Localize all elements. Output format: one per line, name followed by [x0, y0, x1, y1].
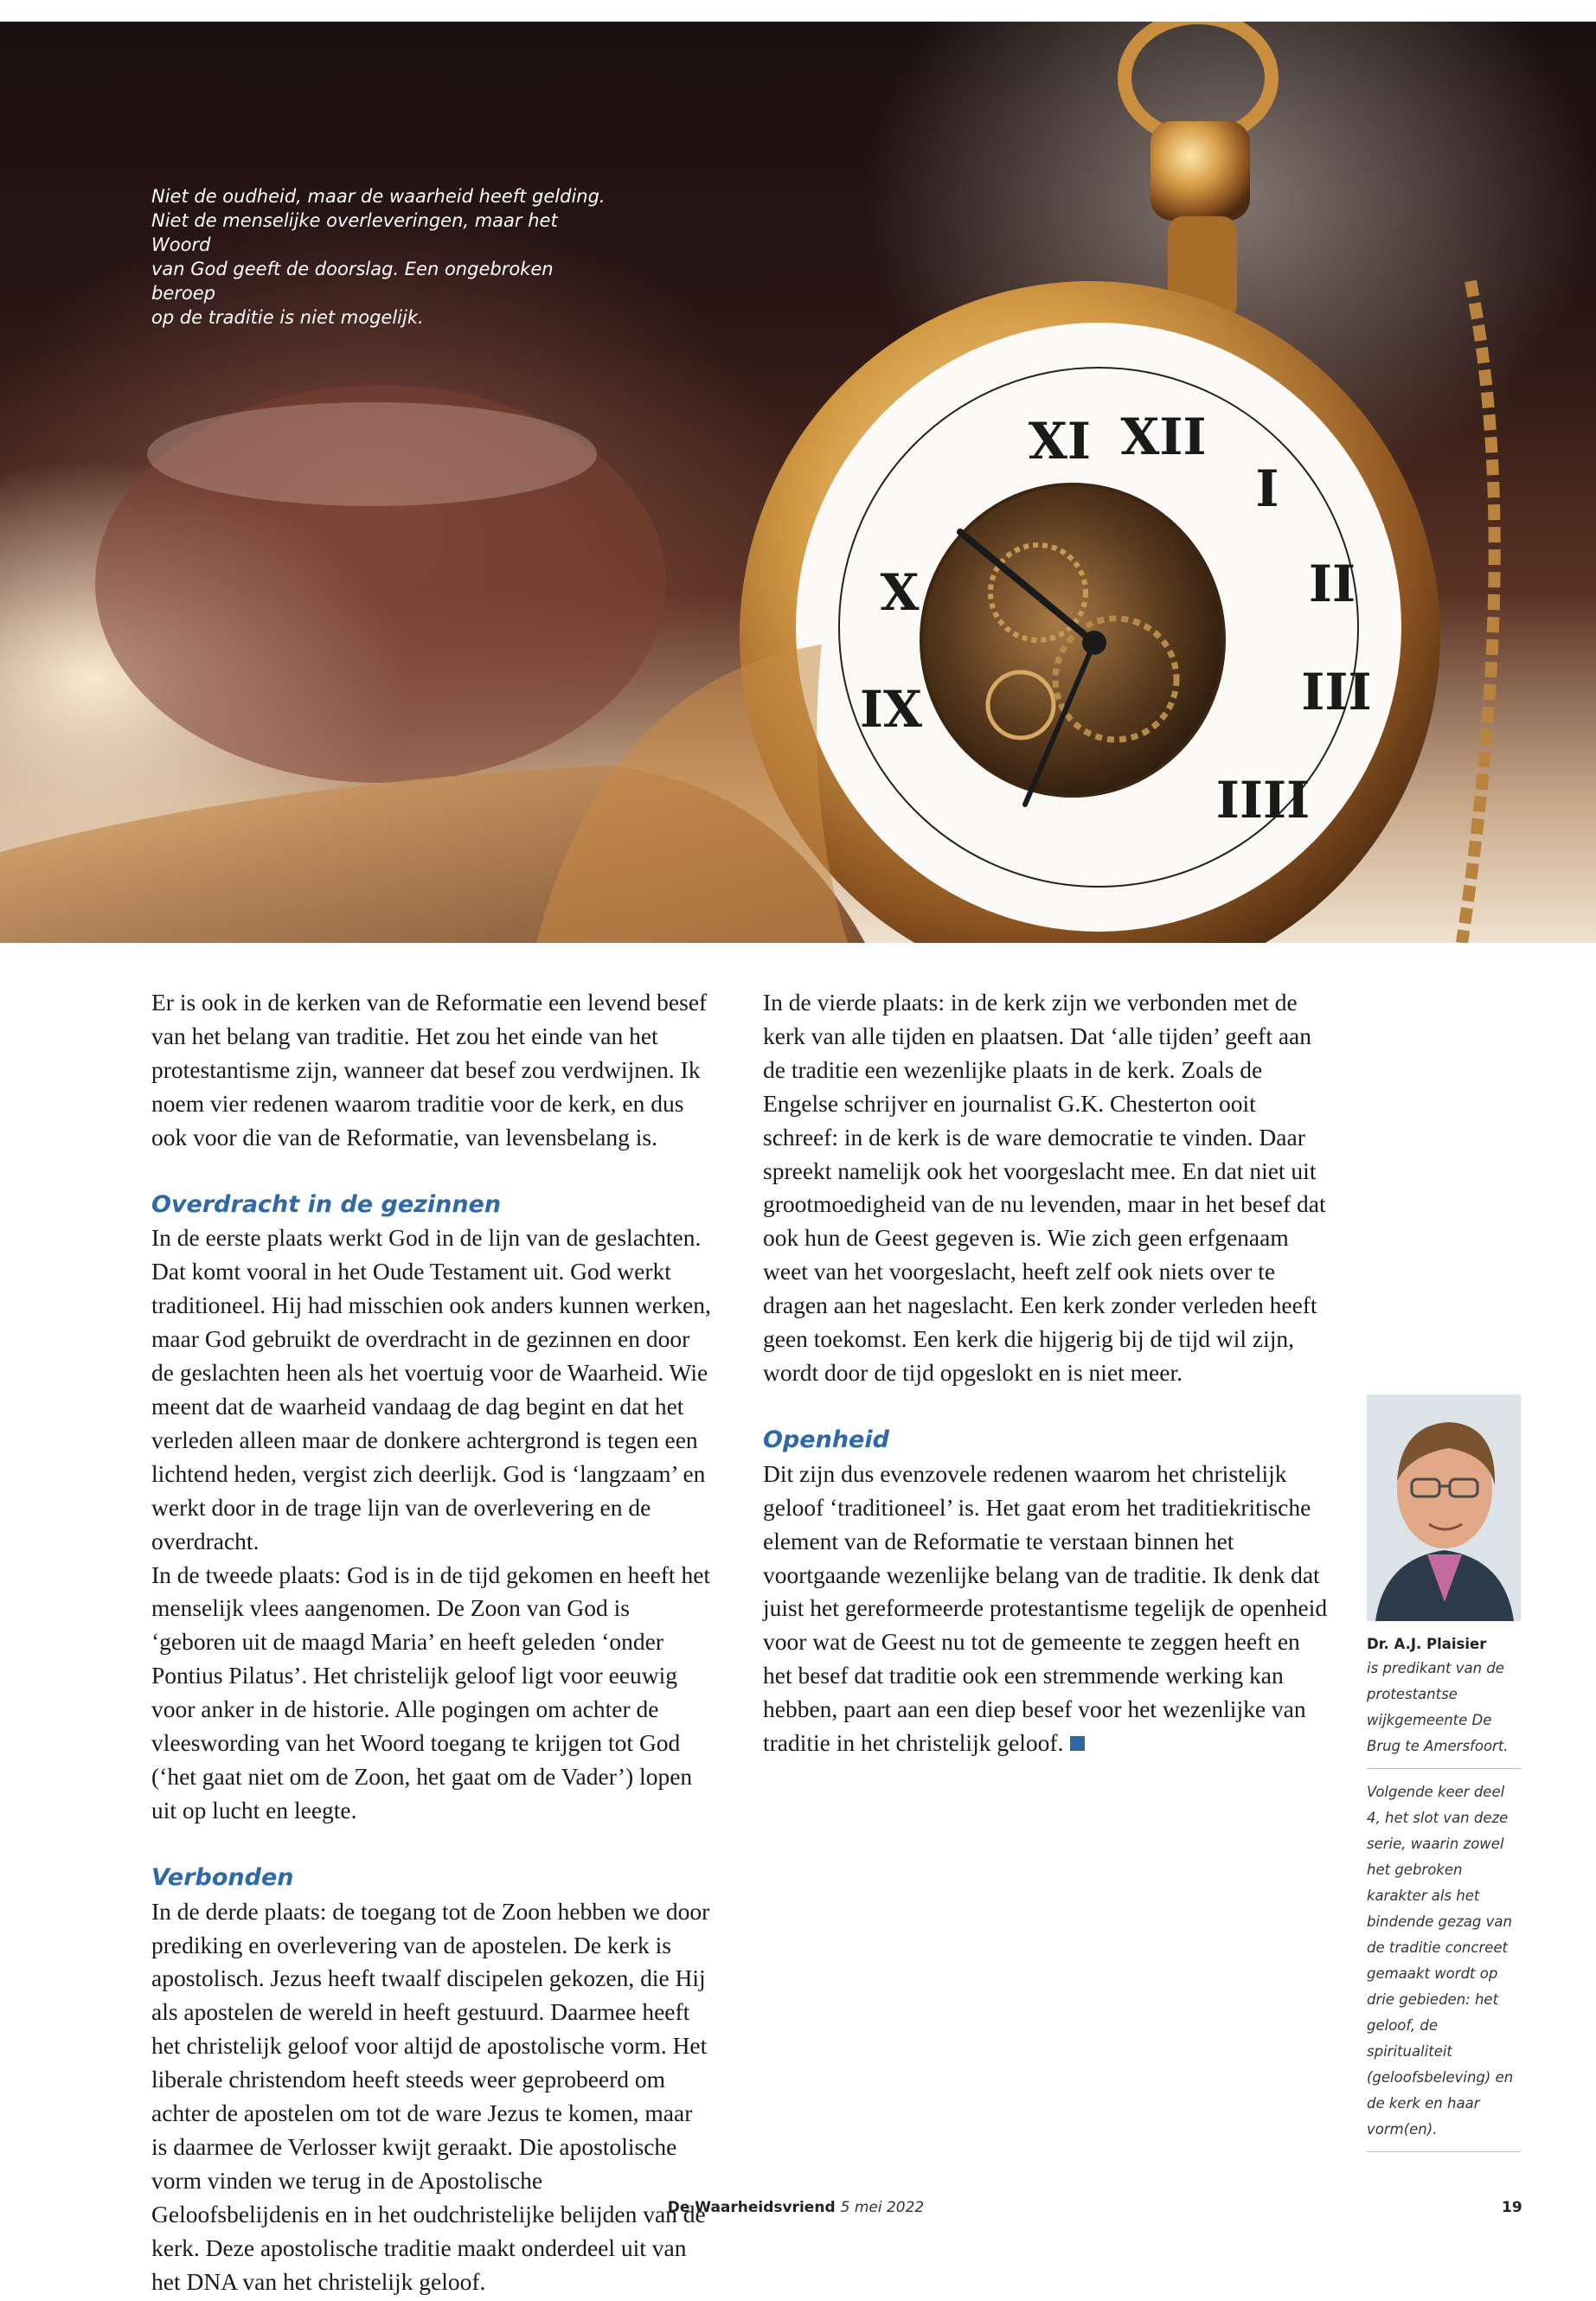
author-name: Dr. A.J. Plaisier: [1367, 1636, 1487, 1652]
body-paragraph: In de tweede plaats: God is in de tijd gekomen en heeft het menselijk vlees aangenomen. De Zoon van God is ‘geboren uit de maagd Maria’ en heeft geleden ‘onder Pontius Pilatus’. Het christelijk geloof ligt voor eeuwig voor anker in de historie. Alle pogingen om achter de vleeswording van het Woord toegang te krijgen tot God (‘het gaat niet om de Zoon, het gaat om de Vader’) lopen uit op lucht en leegte.: [151, 1561, 711, 1823]
caption-line: Niet de oudheid, maar de waarheid heeft gelding.: [151, 186, 606, 207]
svg-text:XI: XI: [1028, 412, 1092, 471]
author-sidebar: [1367, 1394, 1521, 2163]
footer-publication-line: [640, 2199, 952, 2216]
svg-text:X: X: [880, 563, 920, 622]
caption-line: op de traditie is niet mogelijk.: [151, 307, 424, 328]
issue-date: 5 mei 2022: [840, 2199, 925, 2216]
svg-text:II: II: [1308, 554, 1356, 613]
article-column-1: [151, 986, 714, 2299]
closing-text: Dit zijn dus evenzovele redenen waarom het christelijk geloof ‘traditioneel’ is. Het gaat erom het traditiekritische element van de Reformatie te verstaan binnen het voortgaande wezenlijke belang van de traditie. Ik denk dat juist het gereformeerde protestantisme tegelijk de openheid voor wat de Geest nu tot de gemeente te zeggen heeft en het besef dat traditie ook een stremmende werking kan hebben, paart aan een diep besef voor het wezenlijke van traditie in het christelijk geloof.: [763, 1459, 1328, 1757]
closing-paragraph: [763, 1458, 1330, 1760]
pocket-watch-illustration: [0, 22, 1596, 943]
publication-name: De Waarheidsvriend: [667, 2199, 836, 2216]
svg-text:III: III: [1301, 663, 1372, 721]
body-paragraph: In de derde plaats: de toegang tot de Zoon hebben we door prediking en overlevering van de apostelen. De kerk is apostolisch. Jezus heeft twaalf discipelen gekozen, die Hij als apostelen de wereld in heeft gestuurd. Daarmee heeft het christelijk geloof voor altijd de apostolische vorm. Het liberale christendom heeft steeds weer geprobeerd om achter de apostelen om tot de ware Jezus te komen, maar is daarmee de Verlosser kwijt geraakt. Die apostolische vorm vinden we terug in de Apostolische Geloofsbelijdenis en in het oudchristelijke belijden van de kerk. Deze apostolische traditie maakt onderdeel uit van het DNA van het christelijk geloof.: [151, 1897, 710, 2295]
divider: [1367, 1768, 1521, 1769]
hero-image: [0, 22, 1596, 943]
body-paragraph: In de vierde plaats: in de kerk zijn we verbonden met de kerk van alle tijden en plaatsen. Dat ‘alle tijden’ geeft aan de traditie een wezenlijke plaats in de kerk. Zoals de Engelse schrijver en journalist G.K. Chesterton ooit schreef: in de kerk is de ware democratie te vinden. Daar spreekt namelijk ook het voorgeslacht mee. En dat niet uit grootmoedigheid van de nu levenden, maar in het besef dat ook hun de Geest gegeven is. Wie zich geen erfgenaam weet van het voorgeslacht, heeft zelf ook niets over te dragen aan het nageslacht. Een kerk zonder verleden heeft geen toekomst. Een kerk die hijgerig bij de tijd wil zijn, wordt door de tijd opgeslokt en is niet meer.: [763, 989, 1326, 1386]
svg-text:IX: IX: [859, 680, 923, 739]
divider: [1367, 2151, 1521, 2152]
section-heading-openheid: Openheid: [763, 1426, 889, 1453]
body-paragraph: In de eerste plaats werkt God in de lijn van de geslachten. Dat komt vooral in het Oude Testament uit. God werkt traditioneel. Hij had misschien ook anders kunnen werken, maar God gebruikt de overdracht in de gezinnen en door de geslachten heen als het voertuig voor de Waarheid. Wie meent dat de waarheid vandaag de dag begint en dat het verleden alleen maar de donkere achtergrond is tegen een lichtend heden, vergist zich deerlijk. God is ‘langzaam’ en werkt door in de trage lijn van de overlevering en de overdracht.: [151, 1224, 711, 1554]
section-heading-overdracht: Overdracht in de gezinnen: [151, 1190, 502, 1218]
end-mark-icon: [1070, 1736, 1085, 1751]
svg-text:XII: XII: [1120, 407, 1207, 466]
next-part-note: Volgende keer deel 4, het slot van deze serie, waarin zowel het gebroken karakter als het bindende gezag van de traditie concreet gemaakt wordt op drie gebieden: het geloof, de spiritualiteit (geloofsbeleving) en de kerk en haar vorm(en).: [1367, 1784, 1514, 2138]
svg-text:I: I: [1255, 459, 1279, 518]
svg-text:IIII: IIII: [1215, 771, 1311, 830]
intro-paragraph: Er is ook in de kerken van de Reformatie een levend besef van het belang van traditie. Het zou het einde van het protestantisme zijn, wanneer dat besef zou verdwijnen. Ik noem vier redenen waarom traditie voor de kerk, en dus ook voor die van de Reformatie, van levensbelang is.: [151, 989, 708, 1150]
hero-caption: [151, 184, 619, 330]
section-heading-verbonden: Verbonden: [151, 1863, 294, 1891]
author-bio: is predikant van de protestantse wijkgemeente De Brug te Amersfoort.: [1367, 1660, 1509, 1754]
page-number: 19: [1502, 2199, 1522, 2216]
article-column-2: [763, 986, 1330, 1760]
author-portrait: [1367, 1394, 1521, 1621]
caption-line: van God geeft de doorslag. Een ongebroken beroep: [151, 259, 554, 304]
caption-line: Niet de menselijke overleveringen, maar het Woord: [151, 210, 558, 255]
